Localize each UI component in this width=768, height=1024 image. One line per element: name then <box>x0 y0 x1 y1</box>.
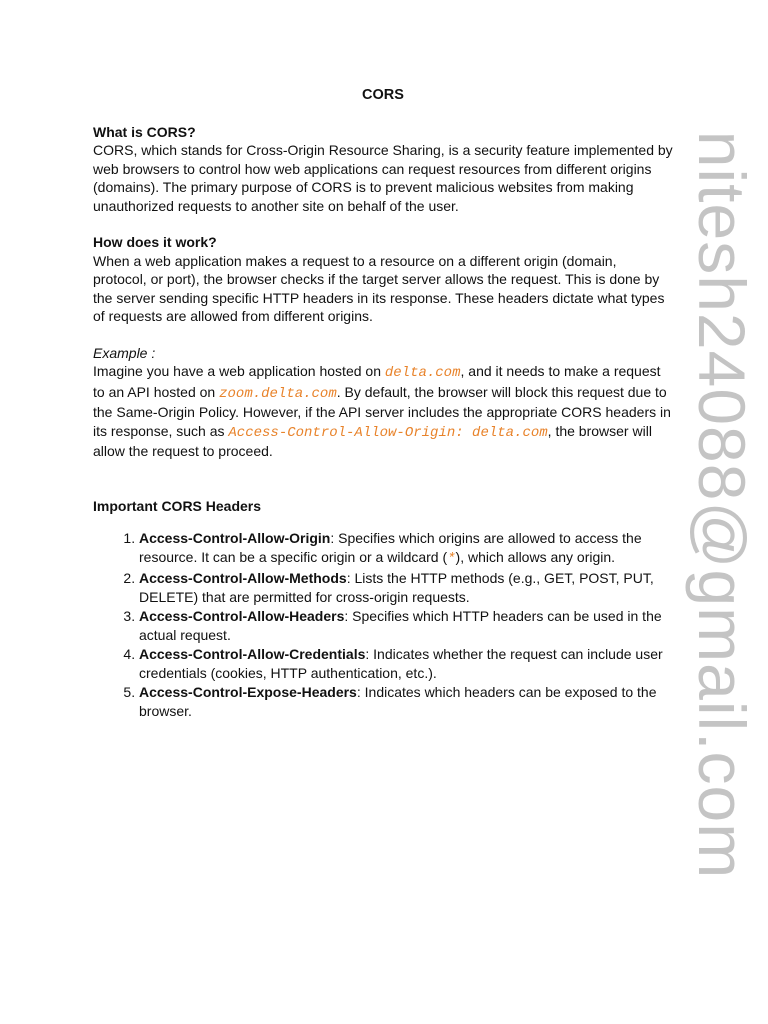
header-desc: : Specifies which origins are allowed to access the resource. It can be a specific origin or a wildcard ( <box>139 530 642 565</box>
header-desc: : Lists the HTTP methods (e.g., GET, POST, PUT, DELETE) that are permitted for cross-origin requests. <box>139 570 654 605</box>
headers-list <box>93 529 673 720</box>
section-heading-what: What is CORS? <box>93 123 196 140</box>
example-text-1: Imagine you have a web application hosted on <box>93 363 385 379</box>
document-title: CORS <box>362 87 404 103</box>
section-body-what: CORS, which stands for Cross-Origin Resource Sharing, is a security feature implemented by web browsers to control how web applications can request resources from different origins (domains). The primary purpose of CORS is to prevent malicious websites from making unauthorized requests to another site on behalf of the user. <box>93 142 673 214</box>
section-what-is-cors <box>93 123 673 216</box>
header-desc: : Specifies which HTTP headers can be used in the actual request. <box>139 608 662 643</box>
header-desc: : Indicates whether the request can include user credentials (cookies, HTTP authentication, etc.). <box>139 646 663 681</box>
header-name: Access-Control-Allow-Headers <box>139 608 345 624</box>
section-heading-headers: Important CORS Headers <box>93 497 262 514</box>
section-heading-how: How does it work? <box>93 234 217 250</box>
section-how-it-works <box>93 233 673 326</box>
example-text-2: , and it needs to make a request to an API hosted on <box>93 363 661 400</box>
list-item <box>139 645 673 682</box>
code-delta-com: delta.com <box>384 365 461 381</box>
list-item <box>139 529 673 568</box>
header-name: Access-Control-Allow-Origin <box>139 530 331 546</box>
header-name: Access-Control-Allow-Methods <box>139 570 347 586</box>
header-name: Access-Control-Allow-Credentials <box>139 646 366 662</box>
header-name: Access-Control-Expose-Headers <box>139 684 357 700</box>
section-body-how: When a web application makes a request to a resource on a different origin (domain, protocol, or port), the browser checks if the target server allows the request. This is done by the server sending specific HTTP headers in its response. These headers dictate what types of requests are allowed from different origins. <box>93 252 665 324</box>
code-wildcard: * <box>447 550 456 567</box>
list-item <box>139 607 673 644</box>
code-zoom-delta-com: zoom.delta.com <box>219 385 337 402</box>
example-text-4: , the browser will allow the request to proceed. <box>93 422 652 459</box>
watermark-text: nitesh24088@gmail.com <box>685 130 759 880</box>
list-item <box>139 683 673 720</box>
code-acao-header: Access-Control-Allow-Origin: delta.com <box>228 424 548 441</box>
example-text-3: . By default, the browser will block this request due to the Same-Origin Policy. However, if the API server includes the appropriate CORS headers in its response, such as <box>93 383 671 439</box>
header-desc: : Indicates which headers can be exposed to the browser. <box>139 684 657 719</box>
example-body <box>93 362 673 461</box>
section-example <box>93 344 673 461</box>
section-important-headers <box>93 497 673 721</box>
header-desc-tail: ), which allows any origin. <box>455 548 616 565</box>
document-page <box>93 86 673 721</box>
example-label: Example : <box>93 344 156 361</box>
list-item <box>139 569 673 606</box>
